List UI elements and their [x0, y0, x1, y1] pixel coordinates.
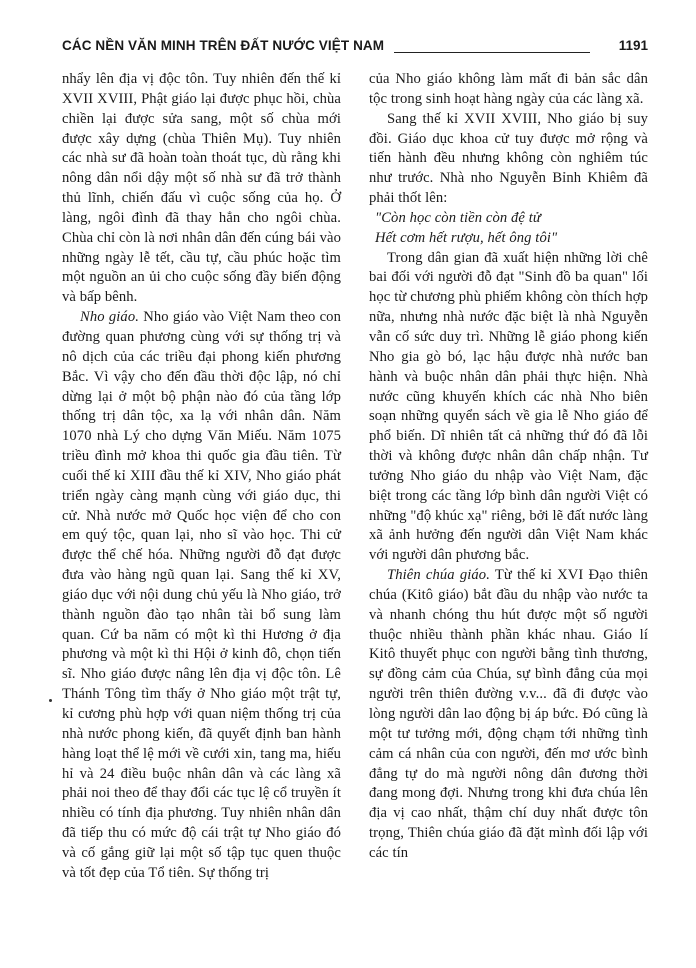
paragraph-decline: Sang thế kỉ XVII XVIII, Nho giáo bị suy đồi. Giáo dục khoa cử tuy được mở rộng và tiến hành đều nhưng không còn nghiêm túc như trước. Nhà nho Nguyễn Bỉnh Khiêm đã phải thốt lên: [369, 110, 648, 207]
running-title: CÁC NỀN VĂN MINH TRÊN ĐẤT NƯỚC VIỆT NAM [62, 38, 385, 53]
left-column [62, 70, 341, 884]
page-header [62, 38, 648, 58]
header-rule [394, 52, 590, 53]
quote-line-2: Hết cơm hết rượu, hết ông tôi" [375, 229, 558, 246]
page-number: 1191 [618, 38, 648, 53]
right-column [369, 70, 648, 864]
section-lead-christianity: Thiên chúa giáo. [387, 567, 490, 584]
paragraph-confucianism-text: Nho giáo vào Việt Nam theo con đường quan phương cùng với sự thống trị và nô dịch của các triều đại phong kiến phương Bắc. Vì vậy cho đến đầu thời độc lập, nó chỉ dừng lại ở một bộ phận nào đó của tầng lớp thống trị dân tộc, xa lạ với nhân dân. Năm 1070 nhà Lý cho dựng Văn Miếu. Năm 1075 triều đình mở khoa thi quốc gia đầu tiên. Từ cuối thế kỉ XIII đầu thế kỉ XIV, Nho giáo phát triển ngày càng mạnh cùng với giáo dục, thi cử. Nhà nước mở Quốc học viện để cho con em quý tộc, quan lại, nho sĩ vào học. Thi cử được thể chế hóa. Những người đỗ đạt được đưa vào hàng ngũ quan lại. Sang thế kỉ XV, giáo dục với nội dung chủ yếu là Nho giáo, trở thành nguồn đào tạo nhân tài bổ sung làm quan. Cứ ba năm có một kì thi Hương ở địa phương và một kì thi Hội ở kinh đô, chọn tiến sĩ. Nho giáo được nâng lên địa vị độc tôn. Lê Thánh Tông tìm thấy ở Nho giáo một trật tự, kỉ cương phù hợp với quan niệm thống trị của nhà nước phong kiến, đã quyết định ban hành hàng loạt thể lệ mới về cưới xin, tang ma, hiếu hỉ và 24 điều buộc nhân dân và các làng xã phải noi theo để thay đổi các tục lệ cổ truyền ít nhiều có tính địa phương. Tuy nhiên nhân dân đã tiếp thu có mức độ cái trật tự Nho giáo đó và cố gắng giữ lại một số tập tục quen thuộc và tốt đẹp của Tổ tiên. Sự thống trị [62, 309, 341, 881]
paragraph-christianity-text: Từ thế kỉ XVI Đạo thiên chúa (Kitô giáo) bắt đầu du nhập vào nước ta và nhanh chóng thu hút được một số người thuộc nhiều thành phần khác nhau. Giáo lí Kitô thuyết phục con người bằng tình thương, sự đồng cảm của Chúa, sự bình đẳng của mọi người trên thiên đường v.v... đã đi được vào lòng người dân lao động bị áp bức. Đó cũng là một tư tưởng mới, động chạm tới những tình cảm cá nhân của con người, đến mơ ước bình đẳng tự do mà người nông dân đương thời đang mong đợi. Nhưng trong khi đưa chúa lên địa vị cao nhất, thậm chí duy nhất được tôn trọng, Thiên chúa giáo đã đặt mình đối lập với các tín [369, 567, 648, 861]
paragraph-confucianism [62, 308, 341, 883]
paragraph-confucianism-continued: của Nho giáo không làm mất đi bản sắc dân tộc trong sinh hoạt hàng ngày của các làng xã. [369, 71, 648, 107]
margin-dot [49, 699, 52, 702]
paragraph-christianity [369, 566, 648, 864]
paragraph-folk-criticism: Trong dân gian đã xuất hiện những lời chê bai đối với người đỗ đạt "Sinh đồ ba quan" lối học từ chương phù phiếm không còn thích hợp nữa, nhưng nhà nước đặc biệt là nhà Nguyễn vẫn cố sức duy trì. Những lễ giáo phong kiến Nho gia gò bó, lạc hậu được nhà nước ban hành và buộc nhân dân phải thực hiện. Nhà nước cũng khuyến khích các nhà Nho biên soạn những quyển sách về gia lễ Nho giáo để phổ biến. Dĩ nhiên tất cả những thứ đó đã lỗi thời và không được nhân dân chấp nhận. Tư tưởng Nho giáo du nhập vào Việt Nam, đặc biệt trong các tầng lớp bình dân người Việt có những "độ khúc xạ" riêng, bởi lẽ đất nước làng xã ảnh hưởng đến người dân Việt Nam khác với người dân phương bắc. [369, 249, 648, 564]
paragraph-buddhism-continued: nhẩy lên địa vị độc tôn. Tuy nhiên đến thế kỉ XVII XVIII, Phật giáo lại được phục hồi, chùa chiền lại được sửa sang, một số chùa mới được xây dựng (chùa Thiên Mụ). Tuy nhiên các nhà sư đã hoàn toàn thoát tục, dù rằng khi nông dân nổi dậy một số nhà sư đã trở thành thủ lĩnh, chiến đấu vì cuộc sống của họ. Ở làng, ngôi đình đã thay hẳn cho ngôi chùa. Chùa chỉ còn là nơi nhân dân đến cúng bái vào những ngày lễ tết, cầu tự, cầu phúc hoặc tìm một nguồn an ủi cho cuộc sống đầy biến động và bấp bênh. [62, 71, 341, 306]
section-lead-confucianism: Nho giáo. [80, 309, 139, 326]
quote-line-1: "Còn học còn tiền còn đệ tử [375, 209, 541, 226]
